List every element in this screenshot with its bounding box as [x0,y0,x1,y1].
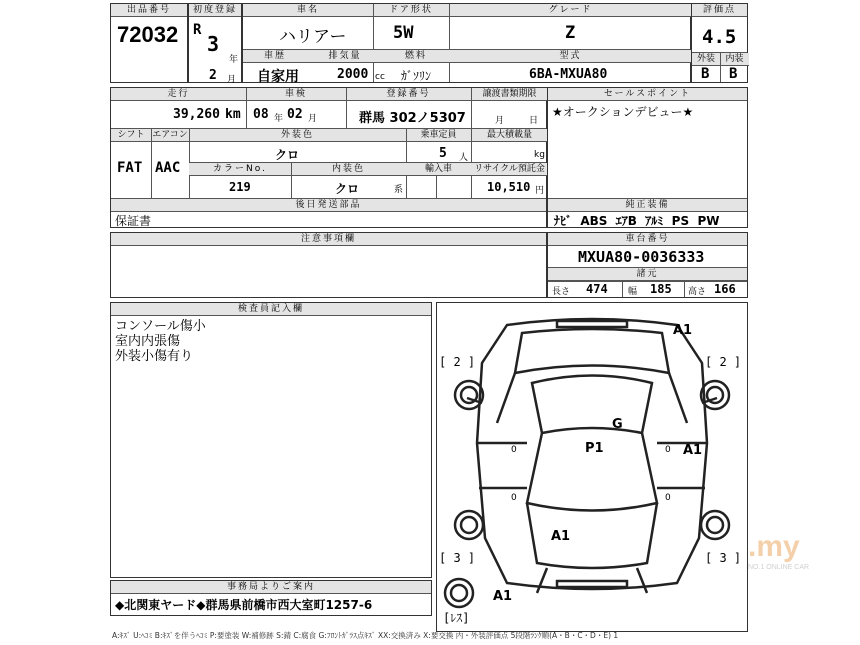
height: 166 [714,282,736,296]
score-label: 評価点 [692,4,747,17]
max-load-label: 最大積載量 [471,129,548,142]
car-name: ハリアー [279,27,347,47]
car-diagram [437,303,747,631]
reg-month: 2 [209,68,217,83]
score-value: 4.5 [702,26,737,48]
int-score-label: 内装 [720,53,749,66]
tire-fr: [ 2 ] [705,355,742,369]
watermark [748,530,809,571]
later-docs-label: 後日発送部品 [111,199,546,212]
damage-diagram-box [436,302,748,632]
int-color-label: 内装色 [291,163,406,176]
int-color: クロ [335,182,360,196]
tire-spare: [ﾚｽ] [443,611,470,625]
damage-g-windshield: G [612,417,623,432]
mileage-label: 走行 [111,88,246,101]
lot-label: 出品番号 [111,4,187,17]
lot-number-box [110,3,188,83]
inspection-year: 08 [253,107,269,122]
capacity-unit: 人 [459,153,469,163]
reg-box [188,3,242,83]
watermark-sub: NO.1 ONLINE CAR [748,564,810,571]
recycle-fee: 10,510 [487,180,531,194]
import-label: 輸入車 [406,163,471,176]
aircon: AAC [155,160,181,176]
sales-point-text: ★オークションデビュー★ [552,105,694,119]
plate-label: 登録番号 [346,88,471,101]
inspection-label: 車検 [246,88,346,101]
width-label: 幅 [628,287,638,297]
length: 474 [586,282,608,296]
int-score: B [729,66,738,82]
tire-rl: [ 3 ] [439,551,476,565]
ext-color: クロ [275,148,300,162]
door-label: ドア形状 [373,4,449,17]
notes-box [110,232,547,298]
reg-label: 初度登録 [189,4,241,17]
spec-box [110,87,547,228]
inspector-box [110,302,432,578]
aircon-label: エアコン [152,130,188,140]
grade: Z [565,23,576,43]
zero-1: 0 [511,445,517,455]
inspector-line-2: 室内内張傷 [115,334,181,349]
history: 自家用 [257,69,299,85]
ext-color-label: 外装色 [189,129,406,142]
shift: FAT [117,160,143,176]
plate-number: 群馬 302ノ5307 [359,111,466,126]
recycle-unit: 円 [535,186,545,196]
inspection-year-unit: 年 [274,114,284,124]
sales-point-box [547,87,748,228]
ext-score: B [701,66,710,82]
damage-a1-hood: A1 [673,323,693,338]
fuel: ｶﾞｿﾘﾝ [401,69,432,83]
color-no-label: カラーNo. [189,163,291,176]
model-label: 型式 [449,50,692,63]
damage-p1-roof: P1 [585,441,604,456]
tire-fl: [ 2 ] [439,355,476,369]
mileage-unit: km [225,107,241,122]
inspector-line-3: 外装小傷有り [115,349,194,364]
history-label: 車歴 [243,50,307,63]
office-address: ◆北関東ヤード◆群馬県前橋市西大室町1257-6 [115,598,373,612]
displacement: 2000 [337,67,369,82]
later-docs: 保証書 [115,214,152,228]
score-box [691,3,748,83]
tire-rr: [ 3 ] [705,551,742,565]
reg-era: R [193,22,202,38]
chassis-box [547,232,748,298]
transfer-label: 譲渡書類期限 [471,88,548,101]
legend-text: A:ｷｽﾞ U:ﾍｺﾐ B:ｷｽﾞを伴うﾍｺﾐ P:要塗装 W:補修跡 S:錆 C:腐食 G:ﾌﾛﾝﾄｶﾞﾗｽ点ｷｽﾞ XX:交換済み X:要交換 内・外装評価点 5段階ﾗﾝｸ順(A・B・C・D・E) 1 [112,631,619,640]
damage-a1-spare: A1 [493,589,513,604]
zero-2: 0 [665,445,671,455]
chassis-label: 車台番号 [548,233,747,246]
office-label: 事務局よりご案内 [111,581,431,594]
inspector-label: 検査員記入欄 [111,303,431,316]
inspection-month: 02 [287,107,303,122]
grade-label: グレード [449,4,692,17]
notes-label: 注意事項欄 [111,233,546,246]
displacement-label: 排気量 [307,50,383,63]
sales-point-label: セールスポイント [548,88,747,101]
damage-a1-rear: A1 [551,529,571,544]
door-type: 5W [393,23,414,43]
transfer-month-unit: 月 [495,116,505,126]
max-load-unit: kg [534,150,545,160]
width: 185 [650,282,672,296]
main-info-box [242,3,691,83]
int-color-unit: 系 [394,185,404,195]
transfer-day-unit: 日 [529,116,539,126]
color-no: 219 [229,180,251,194]
reg-month-unit: 月 [227,75,237,85]
ext-score-label: 外装 [692,53,720,66]
equipment: ﾅﾋﾞ ABS ｴｱB ｱﾙﾐ PS PW [554,214,720,228]
mileage: 39,260 [173,107,220,122]
lot-number: 72032 [117,22,179,47]
height-label: 高さ [688,287,707,297]
zero-4: 0 [665,493,671,503]
office-box [110,580,432,616]
model-code: 6BA-MXUA80 [529,67,608,82]
car-name-label: 車名 [243,4,373,17]
equipment-label: 純正装備 [548,199,747,212]
capacity-label: 乗車定員 [406,129,471,142]
watermark-text: .my [748,530,800,563]
length-label: 長さ [552,287,571,297]
shift-label: シフト [111,129,151,142]
recycle-label: リサイクル預託金 [471,163,548,176]
reg-year-unit: 年 [229,55,239,65]
dims-label: 諸元 [548,268,747,281]
reg-year: 3 [207,32,220,56]
damage-a1-right: A1 [683,443,703,458]
displacement-unit: cc [375,72,385,82]
capacity: 5 [439,146,447,161]
fuel-label: 燃料 [383,50,449,63]
chassis-number: MXUA80-0036333 [578,248,705,266]
zero-3: 0 [511,493,517,503]
inspection-month-unit: 月 [308,114,318,124]
inspector-line-1: コンソール傷小 [115,319,206,334]
